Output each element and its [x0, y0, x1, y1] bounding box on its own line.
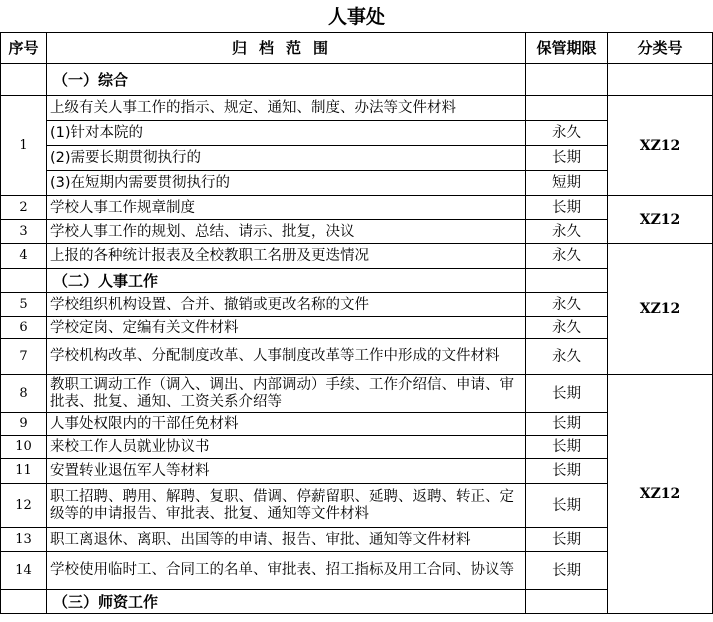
row-period: 长期: [526, 552, 608, 590]
row-period: 永久: [526, 121, 608, 146]
section-title: （三）师资工作: [47, 590, 526, 614]
row-seq: 11: [1, 459, 47, 484]
row-text: (3)在短期内需要贯彻执行的: [47, 171, 526, 196]
table-row: [1, 96, 713, 121]
row-period: 长期: [526, 459, 608, 484]
row-text: 学校定岗、定编有关文件材料: [47, 317, 526, 339]
header-range: 归档范围: [47, 33, 526, 64]
row-seq: 12: [1, 484, 47, 528]
table-row: [1, 339, 713, 375]
row-period: 长期: [526, 528, 608, 552]
row-text: 学校组织机构设置、合并、撤销或更改名称的文件: [47, 293, 526, 317]
row-seq: 5: [1, 293, 47, 317]
header-period: 保管期限: [526, 33, 608, 64]
section-row: [1, 64, 713, 96]
row-seq: 9: [1, 413, 47, 436]
row-text: (1)针对本院的: [47, 121, 526, 146]
row-seq: 4: [1, 244, 47, 269]
row-text: 教职工调动工作（调入、调出、内部调动）手续、工作介绍信、申请、审批表、批复、通知、工资关系介绍等: [50, 376, 514, 410]
header-row: [1, 33, 713, 64]
row-text: 安置转业退伍军人等材料: [47, 459, 526, 484]
class-code: XZ12: [608, 244, 713, 375]
class-code: XZ12: [608, 96, 713, 196]
row-text: 上级有关人事工作的指示、规定、通知、制度、办法等文件材料: [47, 96, 526, 121]
table-row: [1, 171, 713, 196]
row-period: 长期: [526, 375, 608, 413]
table-row: [1, 146, 713, 171]
row-text: (2)需要长期贯彻执行的: [47, 146, 526, 171]
row-seq: 2: [1, 196, 47, 220]
row-text: 上报的各种统计报表及全校教职工名册及更迭情况: [47, 244, 526, 269]
page-title: 人事处: [327, 6, 385, 28]
section-row: [1, 269, 713, 293]
table-row: [1, 528, 713, 552]
table-row: [1, 244, 713, 269]
table-row: [1, 436, 713, 459]
section-title: （二）人事工作: [47, 269, 526, 293]
table-row: [1, 196, 713, 220]
header-seq: 序号: [1, 33, 47, 64]
row-seq: 6: [1, 317, 47, 339]
table-row: [1, 552, 713, 590]
table-row: [1, 375, 713, 413]
row-period: 长期: [526, 436, 608, 459]
row-seq: 1: [1, 96, 47, 196]
row-period: 永久: [526, 339, 608, 375]
class-code: XZ12: [608, 196, 713, 244]
row-text: 学校机构改革、分配制度改革、人事制度改革等工作中形成的文件材料: [50, 348, 500, 364]
class-code: XZ12: [608, 375, 713, 614]
table-row: [1, 220, 713, 244]
header-code: 分类号: [608, 33, 713, 64]
row-seq: 3: [1, 220, 47, 244]
section-row: [1, 590, 713, 614]
row-seq: 7: [1, 339, 47, 375]
row-period: 长期: [526, 484, 608, 528]
row-text: 职工招聘、聘用、解聘、复职、借调、停薪留职、延聘、返聘、转正、定级等的申请报告、审批表、批复、通知等文件材料: [50, 488, 514, 522]
table-row: [1, 317, 713, 339]
section-title: （一）综合: [47, 64, 526, 96]
row-seq: 8: [1, 375, 47, 413]
row-text: 学校使用临时工、合同工的名单、审批表、招工指标及用工合同、协议等: [50, 562, 514, 578]
row-text: 学校人事工作的规划、总结、请示、批复，决议: [47, 220, 526, 244]
row-period: 长期: [526, 146, 608, 171]
row-text: 职工离退休、离职、出国等的申请、报告、审批、通知等文件材料: [47, 528, 526, 552]
row-text: 人事处权限内的干部任免材料: [47, 413, 526, 436]
archive-table: [0, 32, 713, 614]
table-row: [1, 459, 713, 484]
table-row: [1, 484, 713, 528]
row-period: 长期: [526, 413, 608, 436]
row-seq: 14: [1, 552, 47, 590]
table-row: [1, 413, 713, 436]
row-period: 永久: [526, 317, 608, 339]
row-seq: 10: [1, 436, 47, 459]
row-text: 来校工作人员就业协议书: [47, 436, 526, 459]
row-period: 短期: [526, 171, 608, 196]
table-row: [1, 293, 713, 317]
row-period: 永久: [526, 244, 608, 269]
table-row: [1, 121, 713, 146]
row-text: 学校人事工作规章制度: [47, 196, 526, 220]
row-period: 永久: [526, 220, 608, 244]
row-period: 长期: [526, 196, 608, 220]
row-seq: 13: [1, 528, 47, 552]
row-period: 永久: [526, 293, 608, 317]
